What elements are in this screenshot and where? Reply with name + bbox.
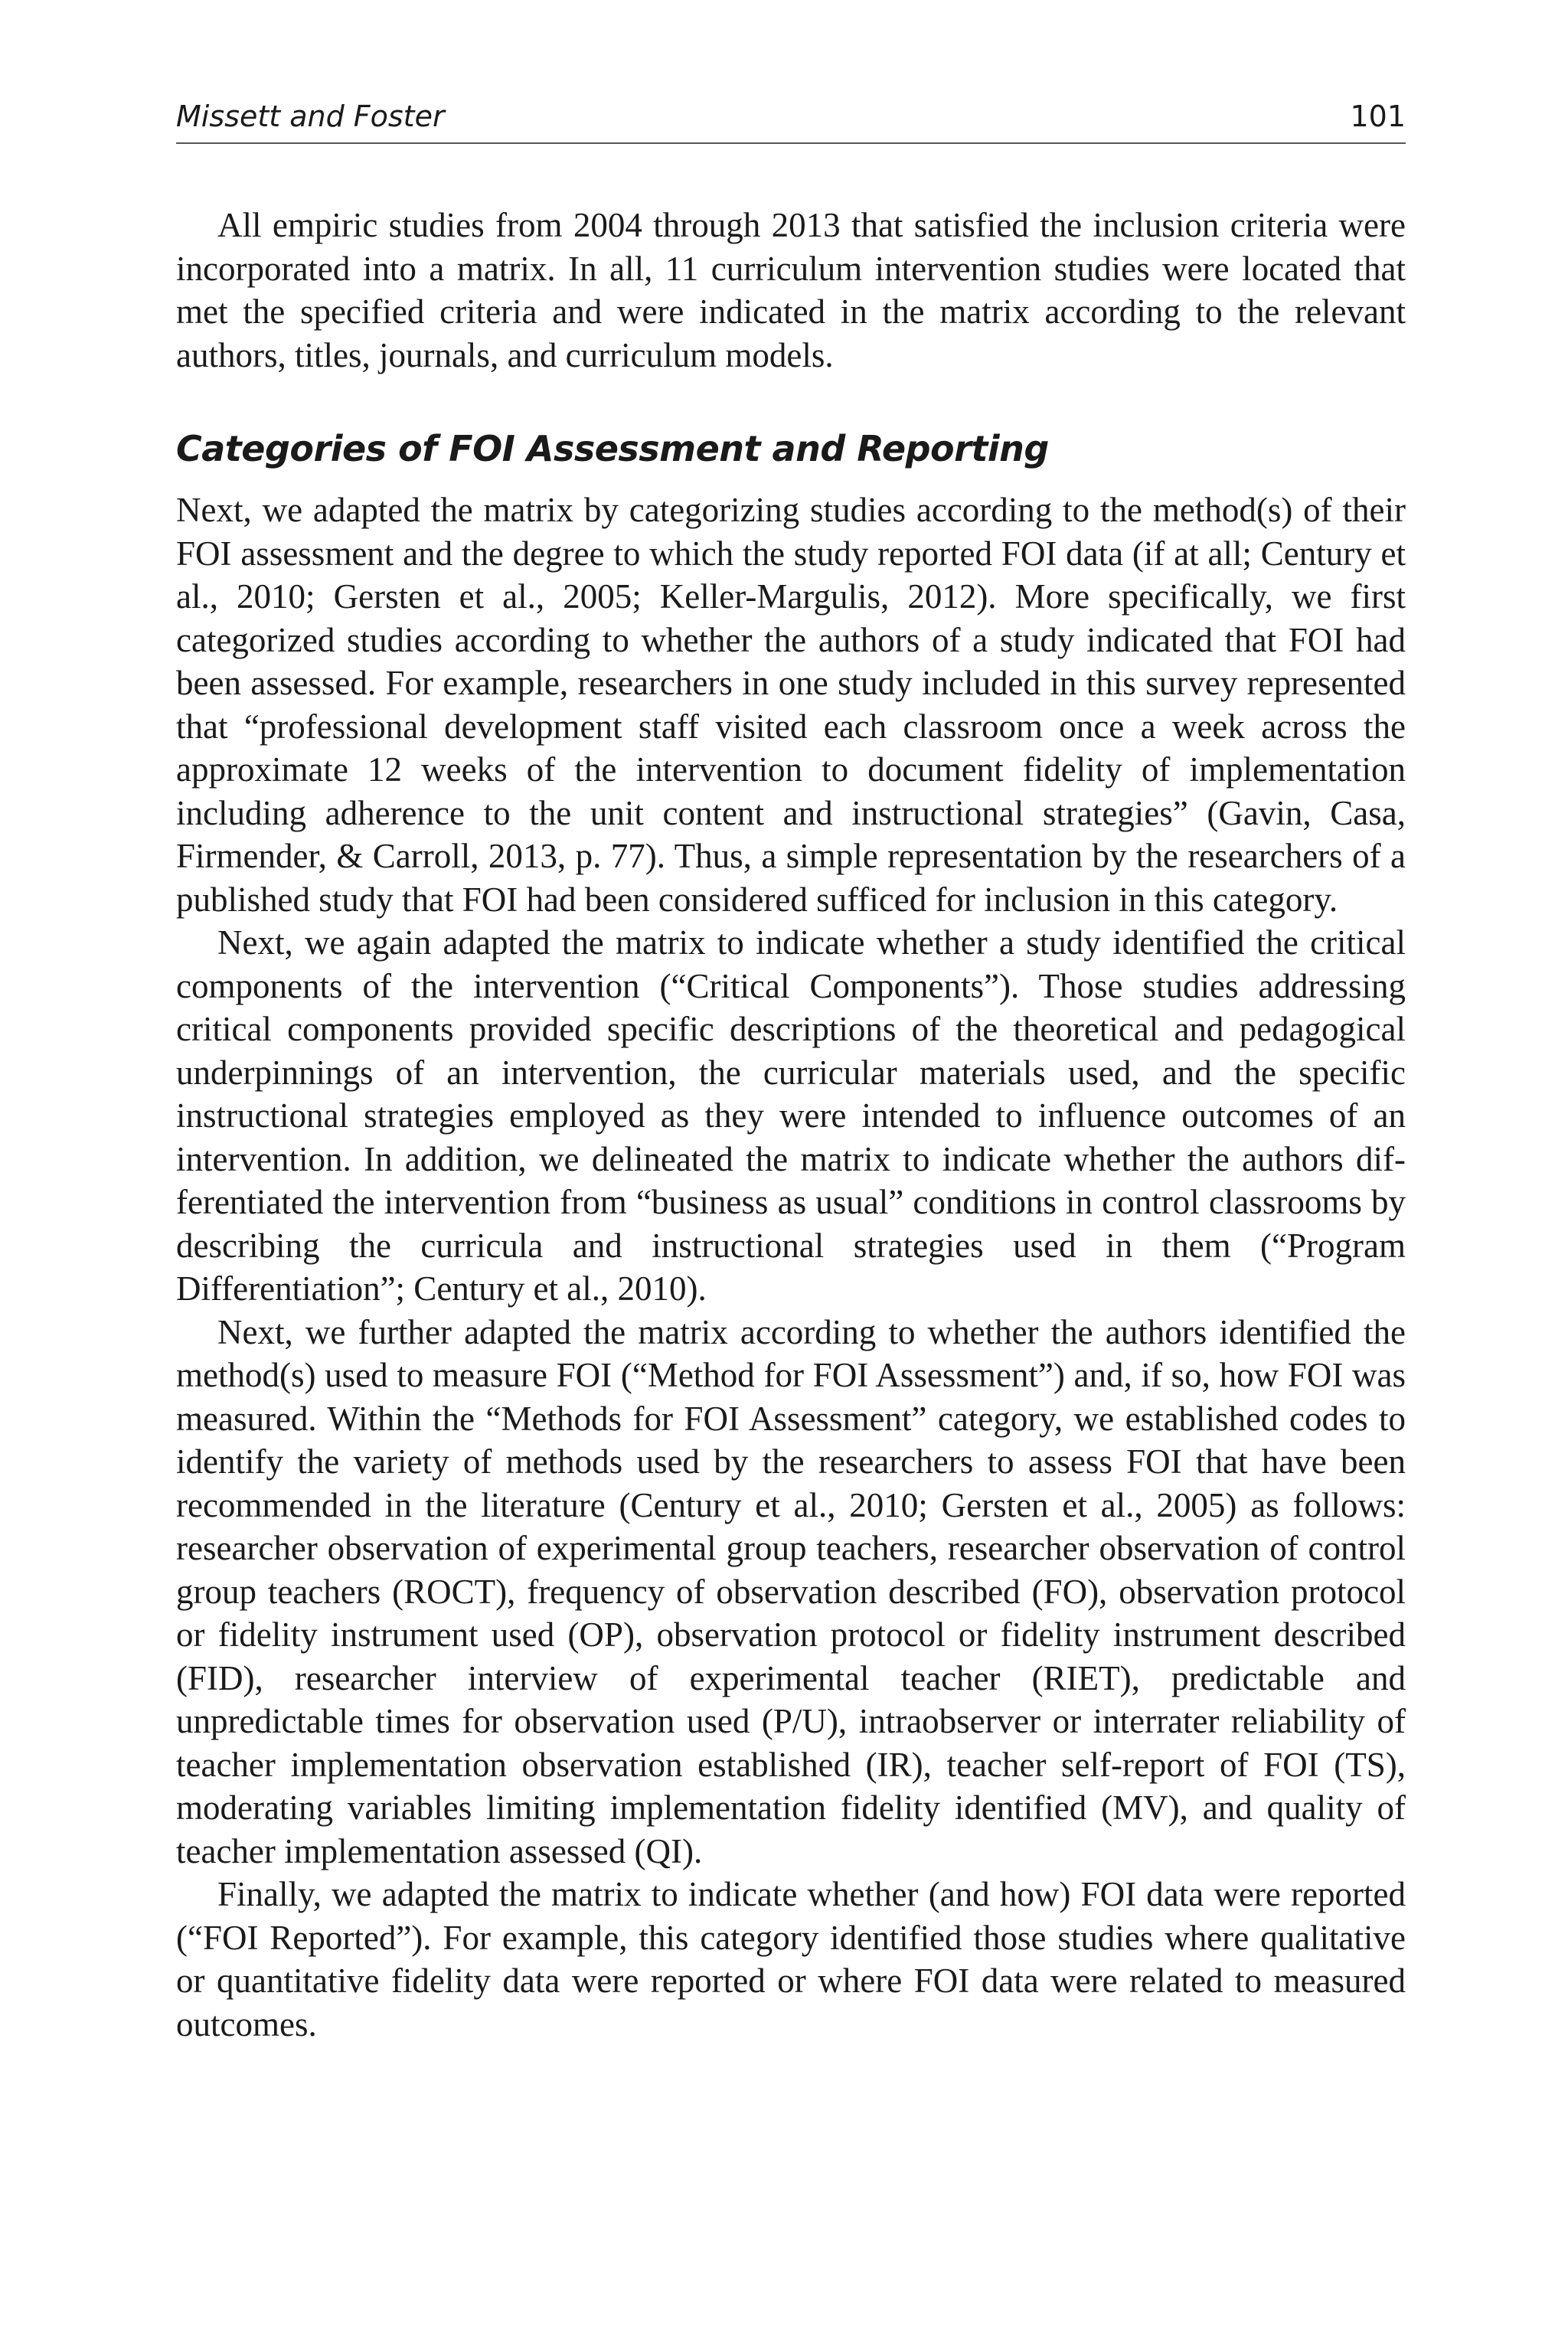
section-heading: Categories of FOI Assessment and Reporting (176, 428, 1049, 469)
running-head-authors: Missett and Foster (176, 100, 445, 133)
body-paragraph: Next, we adapted the matrix by categorizing studies according to the method(s) of their FOI assessment and the degree to which the study reported FOI data (if at all; Century et al., 2010; Gersten et al., 2005; Keller-Margulis, 2012). More specifically, we first categorized studies according to whether the authors of a study indicated that FOI had been assessed. For example, researchers in one study included in this survey represented that “professional development staff visited each classroom once a week across the approximate 12 weeks of the intervention to document fidelity of implementation including adherence to the unit content and instructional strategies” (Gavin, Casa, Firmender, & Carroll, 2013, p. 77). Thus, a simple representation by the researchers of a published study that FOI had been considered sufficed for inclusion in this category. (176, 491, 1406, 919)
page (176, 98, 1406, 2046)
intro-paragraph: All empiric studies from 2004 through 2013 that satisfied the inclusion criteria were incorporated into a matrix. In all, 11 curriculum intervention studies were located that met the specified criteria and were indicated in the matrix according to the relevant authors, titles, journals, and curriculum models. (176, 206, 1406, 374)
page-number: 101 (1350, 100, 1406, 133)
article-body (176, 204, 1406, 2046)
body-paragraph: Next, we further adapted the matrix according to whether the authors identified the method(s) used to measure FOI (“Method for FOI Assessment”) and, if so, how FOI was measured. Within the “Methods for FOI Assessment” category, we established codes to identify the variety of methods used by the researchers to assess FOI that have been recommended in the literature (Century et al., 2010; Gersten et al., 2005) as follows: researcher observation of experimental group teachers, researcher observation of control group teachers (ROCT), frequency of observation described (FO), observation protocol or fidelity instrument used (OP), observation protocol or fidelity instrument described (FID), researcher interview of experimental teacher (RIET), predictable and unpredictable times for observation used (P/U), intraobserver or interrater reliability of teacher implementation observation established (IR), teacher self-report of FOI (TS), moderating variables limiting implementation fidelity identified (MV), and quality of teacher implementation assessed (QI). (176, 1312, 1406, 1870)
body-paragraph: Finally, we adapted the matrix to indicate whether (and how) FOI data were reported (“FOI Reported”). For example, this category identified those studies where qualitative or quantitative fidelity data were reported or where FOI data were related to measured outcomes. (176, 1875, 1406, 2043)
body-paragraph: Next, we again adapted the matrix to indicate whether a study identified the critical components of the intervention (“Critical Components”). Those studies addressing critical components provided specific descriptions of the theoretical and pedagogical underpinnings of an intervention, the curricular materials used, and the specific instructional strategies employed as they were intended to influence outcomes of an intervention. In addition, we delineated the matrix to indicate whether the authors differentiated the intervention from “business as usual” conditions in control classrooms by describing the curricula and instructional strategies used in them (“Program Differentiation”; Century et al., 2010). (176, 923, 1406, 1308)
running-head (176, 98, 1406, 144)
